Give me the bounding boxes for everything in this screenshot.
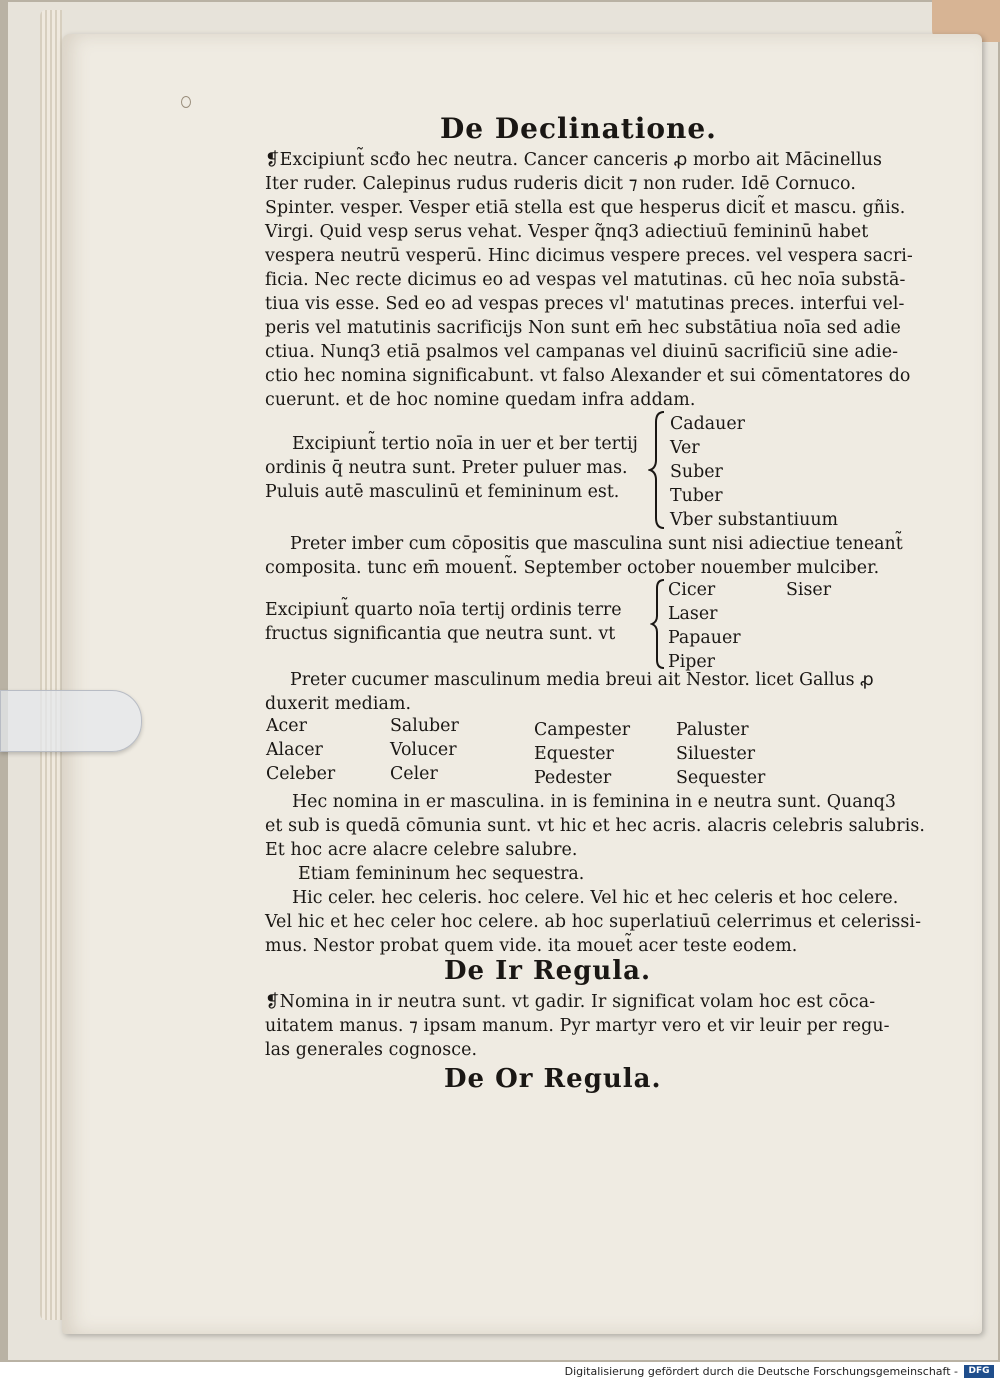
word-list-item: Siser: [786, 580, 832, 600]
text-line: ordinis q̄ neutra sunt. Preter puluer mas.: [265, 458, 628, 478]
word-list-item: Suber: [670, 462, 723, 482]
adjective-word: Pedester: [534, 768, 612, 788]
adjective-word: Alacer: [266, 740, 323, 760]
adjective-word: Sequester: [676, 768, 766, 788]
text-line: ❡Excipiunt̃ scđo hec neutra. Cancer canceris ꝓ morbo ait Mācinellus: [265, 150, 883, 170]
text-line: Excipiunt̃ tertio noīa in uer et ber tertij: [292, 434, 638, 454]
curly-brace: [648, 410, 668, 530]
word-list-item: Cicer: [668, 580, 716, 600]
text-line: ctio hec nomina significabunt. vt falso Alexander et sui cōmentatores do: [265, 366, 911, 386]
word-list-item: Vber substantiuum: [670, 510, 839, 530]
text-line: Preter cucumer masculinum media breui ait Nestor. licet Gallus ꝓ: [290, 670, 874, 690]
text-line: Hic celer. hec celeris. hoc celere. Vel hic et hec celeris et hoc celere.: [292, 888, 899, 908]
text-line: fructus significantia que neutra sunt. vt: [265, 624, 616, 644]
dfg-logo: DFG: [964, 1365, 994, 1378]
adjective-word: Celer: [390, 764, 438, 784]
adjective-word: Campester: [534, 720, 631, 740]
adjective-word: Siluester: [676, 744, 756, 764]
word-list-item: Papauer: [668, 628, 741, 648]
word-list-item: Ver: [670, 438, 700, 458]
section-heading-ir-regula: De Ir Regula.: [444, 956, 652, 986]
section-heading-or-regula: De Or Regula.: [444, 1064, 662, 1094]
show-through-text: [270, 112, 277, 137]
text-line: ficia. Nec recte dicimus eo ad vespas vel matutinas. cū hec noīa substā-: [265, 270, 906, 290]
text-line: Hec nomina in er masculina. in is feminina in e neutra sunt. Quanq3: [292, 792, 896, 812]
word-list-item: Piper: [668, 652, 716, 672]
text-line: Etiam femininum hec sequestra.: [298, 864, 585, 884]
text-line: peris vel matutinis sacrificijs Non sunt em̄ hec substātiua noīa sed adie: [265, 318, 901, 338]
text-line: mus. Nestor probat quem vide. ita mouet̃ acer teste eodem.: [265, 936, 798, 956]
text-line: Vel hic et hec celer hoc celere. ab hoc superlatiuū celerrimus et celerissi-: [265, 912, 922, 932]
text-line: tiua vis esse. Sed eo ad vespas preces vl' matutinas preces. interfui vel-: [265, 294, 905, 314]
adjective-word: Paluster: [676, 720, 749, 740]
text-line: cuerunt. et de hoc nomine quedam infra addam.: [265, 390, 696, 410]
text-line: vespera neutrū vesperū. Hinc dicimus vespere preces. vel vespera sacri-: [265, 246, 913, 266]
text-line: Iter ruder. Calepinus rudus ruderis dicit ⁊ non ruder. Idē Cornuco.: [265, 174, 856, 194]
text-line: Virgi. Quid vesp serus vehat. Vesper q̃nq3 adiectiuū femininū habet: [265, 222, 869, 242]
adjective-word: Saluber: [390, 716, 459, 736]
text-line: Spinter. vesper. Vesper etiā stella est que hesperus dicit̃ et mascu. gñis.: [265, 198, 906, 218]
text-line: Puluis autē masculinū et femininum est.: [265, 482, 620, 502]
adjective-word: Volucer: [390, 740, 457, 760]
footer-credit-text: Digitalisierung gefördert durch die Deutsche Forschungsgemeinschaft -: [564, 1365, 958, 1378]
text-line: Preter imber cum cōpositis que masculina sunt nisi adiectiue teneant̃: [290, 534, 903, 554]
text-line: las generales cognosce.: [265, 1040, 478, 1060]
page-clip: [0, 690, 142, 752]
word-list-item: Tuber: [670, 486, 723, 506]
text-line: ctiua. Nunq3 etiā psalmos vel campanas vel diuinū sacrificiū sine adie-: [265, 342, 899, 362]
text-line: Et hoc acre alacre celebre salubre.: [265, 840, 578, 860]
page-edges: [40, 10, 62, 1320]
text-line: Excipiunt̃ quarto noīa tertij ordinis terre: [265, 600, 622, 620]
curly-brace: [650, 578, 668, 670]
adjective-word: Equester: [534, 744, 614, 764]
text-line: ❡Nomina in ir neutra sunt. vt gadir. Ir significat volam hoc est cōca-: [265, 992, 876, 1012]
ink-mark: [181, 96, 191, 108]
section-heading-declinatione: De Declinatione.: [440, 112, 717, 145]
text-line: et sub is quedā cōmunia sunt. vt hic et hec acris. alacris celebris salubris.: [265, 816, 926, 836]
text-line: composita. tunc em̄ mouent̃. September october nouember mulciber.: [265, 558, 880, 578]
text-line: uitatem manus. ⁊ ipsam manum. Pyr martyr vero et vir leuir per regu-: [265, 1016, 890, 1036]
text-line: duxerit mediam.: [265, 694, 412, 714]
word-list-item: Cadauer: [670, 414, 745, 434]
adjective-word: Celeber: [266, 764, 336, 784]
adjective-word: Acer: [266, 716, 307, 736]
word-list-item: Laser: [668, 604, 718, 624]
digitization-footer: [0, 1362, 1000, 1382]
